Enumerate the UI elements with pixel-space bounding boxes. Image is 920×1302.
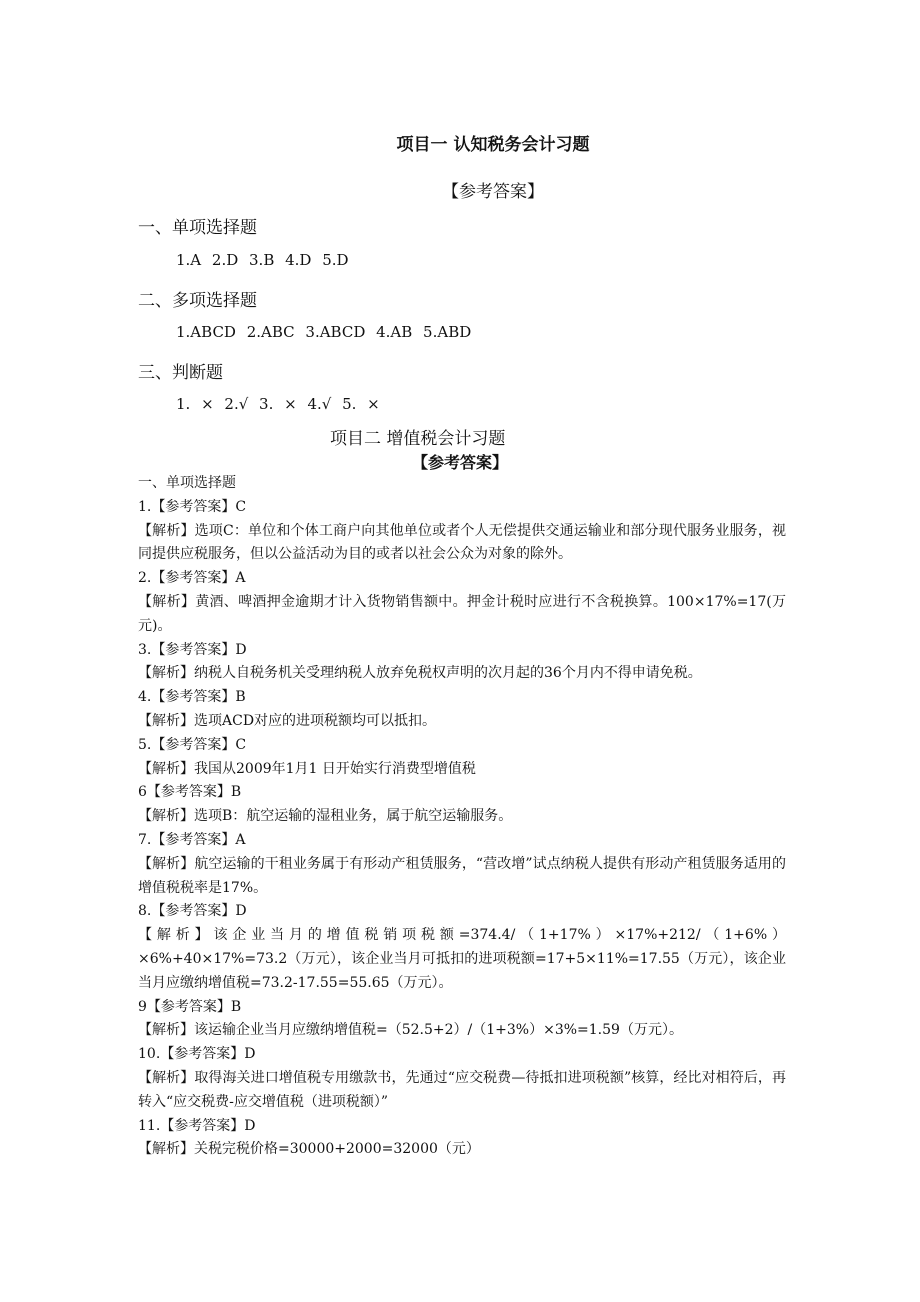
- item-analysis: 【解析】选项C：单位和个体工商户向其他单位或者个人无偿提供交通运输业和部分现代服务业服务，视同提供应税服务，但以公益活动为目的或者以社会公众为对象的除外。: [138, 522, 786, 563]
- item-analysis: 【解析】黄酒、啤酒押金逾期才计入货物销售额中。押金计税时应进行不含税换算。100×17%=17(万元)。: [138, 593, 786, 634]
- item-answer: 3.【参考答案】D: [138, 641, 247, 658]
- part1-section-multi-choice-answers: 1.ABCD 2.ABC 3.ABCD 4.AB 5.ABD: [176, 323, 472, 341]
- item-answer: 1.【参考答案】C: [138, 498, 247, 515]
- item-answer: 5.【参考答案】C: [138, 736, 247, 753]
- part1-answer-heading: 【参考答案】: [442, 182, 544, 202]
- part1-section-judgement-answers: 1. × 2.√ 3. × 4.√ 5. ×: [176, 395, 380, 413]
- item-analysis: 【解析】选项B：航空运输的湿租业务，属于航空运输服务。: [138, 808, 513, 825]
- item-analysis: 【解析】该企业当月的增值税销项税额=374.4/（1+17%）×17%+212/（1+6%）×6%+40×17%=73.2（万元），该企业当月可抵扣的进项税额=17+5×11%=17.55（万元），该企业当月应缴纳增值税=73.2-17.55=55.65（万元）。: [138, 927, 786, 991]
- item-answer: 8.【参考答案】D: [138, 903, 247, 920]
- item-answer: 9【参考答案】B: [138, 998, 242, 1015]
- part1-section-multi-choice-heading: 二、多项选择题: [138, 291, 257, 311]
- item-analysis: 【解析】该运输企业当月应缴纳增值税=（52.5+2）/（1+3%）×3%=1.59（万元）。: [138, 1022, 683, 1039]
- item-answer: 7.【参考答案】A: [138, 831, 246, 848]
- part2-body: [138, 472, 786, 1162]
- item-answer: 10.【参考答案】D: [138, 1046, 256, 1063]
- part1-section-judgement-heading: 三、判断题: [138, 363, 223, 383]
- item-analysis: 【解析】选项ACD对应的进项税额均可以抵扣。: [138, 712, 437, 729]
- item-analysis: 【解析】取得海关进口增值税专用缴款书，先通过“应交税费—待抵扣进项税额”核算，经比对相符后，再转入“应交税费-应交增值税（进项税额）”: [138, 1069, 786, 1110]
- part1-section-single-choice-heading: 一、单项选择题: [138, 218, 257, 238]
- item-analysis: 【解析】我国从2009年1月1 日开始实行消费型增值税: [138, 760, 476, 777]
- item-answer: 6【参考答案】B: [138, 784, 242, 801]
- part2-section-heading: 一、单项选择题: [138, 475, 236, 491]
- item-analysis: 【解析】纳税人自税务机关受理纳税人放弃免税权声明的次月起的36个月内不得申请免税。: [138, 665, 702, 682]
- part2-title: 项目二 增值税会计习题: [330, 429, 506, 449]
- part1-title: 项目一 认知税务会计习题: [396, 135, 590, 155]
- item-analysis: 【解析】航空运输的干租业务属于有形动产租赁服务，“营改增”试点纳税人提供有形动产租赁服务适用的增值税税率是17%。: [138, 855, 786, 896]
- item-answer: 4.【参考答案】B: [138, 689, 246, 706]
- part1-section-single-choice-answers: 1.A 2.D 3.B 4.D 5.D: [176, 251, 349, 269]
- item-analysis: 【解析】关税完税价格=30000+2000=32000（元）: [138, 1141, 480, 1158]
- item-answer: 2.【参考答案】A: [138, 570, 246, 587]
- part2-answer-heading: 【参考答案】: [411, 453, 508, 472]
- item-answer: 11.【参考答案】D: [138, 1117, 256, 1134]
